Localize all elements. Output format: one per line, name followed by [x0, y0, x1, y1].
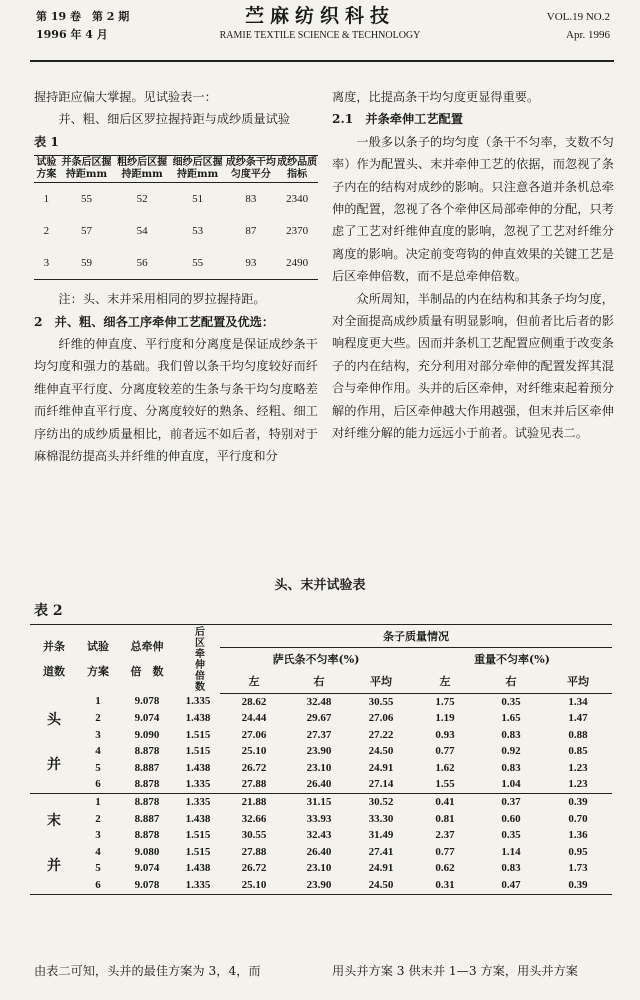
table-cell: 30.55 — [368, 695, 394, 708]
table-row — [30, 844, 612, 861]
table-row — [30, 693, 612, 710]
table-cell: 32.66 — [241, 812, 267, 825]
table-cell: 32.43 — [306, 829, 332, 842]
table-cell: 9.078 — [134, 695, 160, 708]
table-cell: 33.30 — [368, 812, 394, 825]
table-cell: 1.438 — [185, 712, 211, 725]
table-cell: 29.67 — [306, 712, 332, 725]
table-row — [30, 743, 612, 760]
table-row — [34, 247, 318, 280]
table-cell: 4 — [95, 745, 101, 758]
table-cell: 27.88 — [241, 845, 267, 858]
table-cell: 57 — [81, 225, 93, 238]
table1-header: 并条后区握持距mm — [59, 156, 115, 183]
table-row — [30, 760, 612, 777]
table-row — [30, 776, 612, 793]
table-cell: 1.36 — [568, 829, 588, 842]
paragraph: 一般多以条子的均匀度（条干不匀率，支数不匀率）作为配置头、末并牵伸工艺的依据，而忽视了条子内在的结构对成纱的影响。只注意各道并条机总牵伸的配置，忽视了各个牵伸区局部牵伸的分配，只考虑了工艺对纤维伸直度的影响，忽视了工艺对纤维分离度的影响。决定前变弯钩的伸直效果的关键工艺是后区牵伸倍数，而不是总牵伸倍数。 — [332, 134, 614, 284]
table-cell: 2490 — [276, 247, 318, 280]
table-cell: 24.44 — [241, 712, 267, 725]
table-cell: 0.85 — [568, 745, 588, 758]
group-label — [30, 794, 78, 895]
table-cell: 27.06 — [368, 712, 394, 725]
table-cell: 0.92 — [501, 745, 521, 758]
table2-header-right: 右 — [288, 670, 350, 693]
group-label-bottom: 并 — [47, 757, 61, 774]
table-row — [30, 877, 612, 894]
table-row — [34, 183, 318, 216]
table-cell: 9.074 — [134, 862, 160, 875]
table-cell: 2 — [95, 712, 101, 725]
table1-header: 粗纱后区握持距mm — [114, 156, 170, 183]
table-cell: 27.22 — [368, 728, 394, 741]
table-cell: 1.335 — [185, 695, 211, 708]
table-cell: 9.080 — [134, 845, 160, 858]
header-text: 道数 — [43, 665, 65, 678]
table-cell: 26.72 — [241, 761, 267, 774]
paragraph: 离度，比提高条干均匀度更显得重要。 — [332, 90, 540, 104]
table-cell: 0.70 — [568, 812, 588, 825]
table-cell: 0.83 — [501, 761, 521, 774]
table-cell: 25.10 — [220, 877, 288, 894]
table-cell: 1.47 — [568, 712, 588, 725]
table-row — [30, 727, 612, 744]
table-cell: 3 — [34, 247, 59, 280]
group-label-top: 头 — [47, 712, 61, 729]
table-cell: 9.078 — [118, 877, 176, 894]
table-cell: 23.90 — [288, 877, 350, 894]
table-cell: 1.23 — [544, 776, 612, 793]
header-left — [36, 8, 129, 44]
table-cell: 0.41 — [435, 796, 455, 809]
table2 — [30, 624, 612, 895]
volume-issue-cn: 第 19 卷 第 2 期 — [36, 10, 130, 23]
table-cell: 1.04 — [478, 776, 544, 793]
table-cell: 24.50 — [368, 745, 394, 758]
page-header — [0, 0, 640, 64]
table-cell: 3 — [95, 829, 101, 842]
table-cell: 33.93 — [306, 812, 332, 825]
date-en: Apr. 1996 — [566, 29, 610, 41]
table1-header: 细纱后区握持距mm — [170, 156, 226, 183]
table-cell: 27.41 — [368, 845, 394, 858]
table1-title: 并、粗、细后区罗拉握持距与成纱质量试验 — [58, 112, 290, 127]
table-cell: 24.91 — [368, 862, 394, 875]
table-cell: 5 — [95, 862, 101, 875]
table-cell: 0.77 — [435, 745, 455, 758]
table-cell: 27.06 — [241, 728, 267, 741]
header-rule — [30, 60, 614, 62]
right-column — [332, 86, 614, 445]
table-cell: 0.60 — [501, 812, 521, 825]
table2-header-total-draft — [118, 625, 176, 694]
paragraph: 握持距应偏大掌握。见试验表一： — [34, 90, 217, 104]
left-column — [34, 86, 318, 467]
table-cell: 32.48 — [306, 695, 332, 708]
date-cn: 1996 年 4 月 — [36, 28, 108, 41]
table-row — [30, 794, 612, 811]
table-cell: 1.438 — [185, 761, 211, 774]
footer-right: 用头并方案 3 供末并 1—3 方案，用头并方案 — [332, 964, 578, 978]
table2-header-quality: 条子质量情况 — [220, 625, 612, 648]
table-cell: 6 — [78, 877, 118, 894]
table-cell: 0.37 — [501, 796, 521, 809]
table2-header-avg: 平均 — [544, 670, 612, 693]
table2-header-lanes — [30, 625, 78, 694]
table-cell: 23.90 — [306, 745, 332, 758]
header-right — [547, 8, 610, 44]
table2-header-scheme — [78, 625, 118, 694]
table-cell: 30.52 — [368, 796, 394, 809]
table-cell: 0.31 — [412, 877, 478, 894]
table-cell: 0.39 — [568, 796, 588, 809]
table-cell: 2 — [43, 225, 50, 238]
table-cell: 1.335 — [176, 776, 220, 793]
table-cell: 2370 — [286, 225, 309, 238]
table-cell: 2 — [95, 812, 101, 825]
table-cell: 51 — [192, 193, 204, 206]
table2-header-weight: 重量不匀率(%) — [474, 652, 550, 666]
group-label — [30, 693, 78, 794]
table-cell: 0.35 — [501, 695, 521, 708]
table-cell: 1 — [95, 796, 101, 809]
table1-note: 注：头、末并采用相同的罗拉握持距。 — [58, 292, 266, 307]
table-cell: 27.88 — [220, 776, 288, 793]
table-cell: 4 — [95, 845, 101, 858]
table2-header-avg: 平均 — [350, 670, 412, 693]
paragraph: 众所周知，半制品的内在结构和其条子均匀度，对全面提高成纱质量有明显影响，但前者比后者的影响程度更大些。因而并条机工艺配置应侧重于改变条子的内在结构，充分利用对部分牵伸的配置发挥其混合与牵伸作用。头并的后区牵伸，对纤维束起着预分解的作用，后区牵伸越大作用越强，但末并后区牵伸对纤维分解的能力远远小于前者。试验见表二。 — [332, 291, 614, 441]
table-cell: 1.438 — [185, 812, 211, 825]
table-cell: 8.878 — [134, 829, 160, 842]
header-text: 并条 — [43, 640, 65, 653]
journal-title-en: RAMIE TEXTILE SCIENCE & TECHNOLOGY — [219, 30, 421, 41]
table-row — [34, 215, 318, 247]
table-cell: 1.23 — [568, 761, 588, 774]
table-cell: 21.88 — [241, 796, 267, 809]
table-cell: 56 — [114, 247, 170, 280]
table-cell: 1.62 — [435, 761, 455, 774]
table-cell: 0.77 — [435, 845, 455, 858]
table-cell: 26.40 — [288, 776, 350, 793]
table-cell: 54 — [136, 225, 148, 238]
table-cell: 27.37 — [306, 728, 332, 741]
table2-body — [30, 693, 612, 894]
table-cell: 1.14 — [501, 845, 521, 858]
table-cell: 2.37 — [435, 829, 455, 842]
header-text: 试验 — [87, 640, 109, 653]
table-cell: 8.878 — [134, 796, 160, 809]
table-cell: 28.62 — [241, 695, 267, 708]
table-cell: 1.335 — [176, 877, 220, 894]
table-cell: 1.438 — [185, 862, 211, 875]
table-cell: 30.55 — [241, 829, 267, 842]
table-cell: 0.83 — [501, 728, 521, 741]
table1-header: 成纱品质指标 — [276, 156, 318, 183]
table2-header-left: 左 — [220, 670, 288, 693]
table-cell: 26.72 — [241, 862, 267, 875]
table2-header-left: 左 — [412, 670, 478, 693]
table-cell: 0.93 — [435, 728, 455, 741]
header-text: 总牵伸 — [130, 640, 164, 653]
table-cell: 1.65 — [501, 712, 521, 725]
group-label-top: 末 — [47, 813, 61, 830]
section-heading: 2.1 并条牵伸工艺配置 — [332, 112, 463, 127]
table-cell: 0.95 — [568, 845, 588, 858]
table-cell: 93 — [225, 247, 276, 280]
table2-header-sayer: 萨氏条不匀率(%) — [272, 652, 360, 666]
table-row — [30, 710, 612, 727]
table2-title: 头、末并试验表 — [274, 578, 366, 593]
table-cell: 0.83 — [501, 862, 521, 875]
table-row — [30, 827, 612, 844]
table-cell: 1.75 — [435, 695, 455, 708]
table1-header-row — [34, 156, 318, 183]
section-heading: 2 并、粗、细各工序牵伸工艺配置及优选： — [34, 314, 275, 329]
table1 — [34, 155, 318, 280]
header-text: 方案 — [87, 665, 109, 678]
table-cell: 2340 — [286, 193, 309, 206]
footer-left: 由表二可知，头并的最佳方案为 3，4，而 — [34, 964, 261, 978]
table-cell: 8.878 — [134, 745, 160, 758]
table2-header-row — [30, 625, 612, 648]
table-row — [30, 860, 612, 877]
table-cell: 53 — [192, 225, 204, 238]
table-cell: 8.887 — [134, 761, 160, 774]
table-cell: 0.47 — [478, 877, 544, 894]
table-cell: 55 — [170, 247, 226, 280]
table2-header-right: 右 — [478, 670, 544, 693]
header-center — [160, 4, 480, 44]
table-cell: 1.335 — [185, 796, 211, 809]
table-cell: 1.515 — [185, 728, 211, 741]
table-cell: 0.39 — [544, 877, 612, 894]
table-cell: 31.15 — [306, 796, 332, 809]
table-cell: 3 — [95, 728, 101, 741]
table-cell: 55 — [81, 193, 93, 206]
table-cell: 1.19 — [435, 712, 455, 725]
header-text: 倍 数 — [130, 665, 164, 678]
volume-issue-en: VOL.19 NO.2 — [546, 11, 610, 23]
table-cell: 0.81 — [435, 812, 455, 825]
table1-header: 成纱条干均匀度平分 — [225, 156, 276, 183]
table-cell: 24.50 — [350, 877, 412, 894]
table-cell: 23.10 — [306, 761, 332, 774]
table-cell: 83 — [245, 193, 257, 206]
table-cell: 26.40 — [306, 845, 332, 858]
table-cell: 87 — [245, 225, 257, 238]
table-cell: 0.88 — [568, 728, 588, 741]
table-cell: 24.91 — [368, 761, 394, 774]
table-cell: 59 — [59, 247, 115, 280]
table-cell: 0.62 — [435, 862, 455, 875]
table-cell: 8.887 — [134, 812, 160, 825]
table-cell: 1 — [95, 695, 101, 708]
table-cell: 1 — [43, 193, 50, 206]
table-cell: 1.55 — [412, 776, 478, 793]
table-cell: 0.35 — [501, 829, 521, 842]
journal-title-cn: 苎麻纺织科技 — [244, 5, 395, 27]
table-cell: 1.515 — [185, 745, 211, 758]
table-cell: 23.10 — [306, 862, 332, 875]
table-cell: 9.090 — [134, 728, 160, 741]
table-cell: 1.515 — [185, 829, 211, 842]
table-cell: 52 — [136, 193, 148, 206]
table2-header-back-draft: 后区牵伸倍数 — [176, 625, 220, 694]
table-cell: 25.10 — [241, 745, 267, 758]
table-cell: 6 — [78, 776, 118, 793]
table1-header: 试验方案 — [34, 156, 59, 183]
table-cell: 5 — [95, 761, 101, 774]
table-cell: 27.14 — [350, 776, 412, 793]
table-cell: 1.73 — [568, 862, 588, 875]
table1-label: 表 1 — [34, 134, 59, 149]
group-label-bottom: 并 — [47, 857, 61, 874]
table-row — [30, 811, 612, 828]
table-cell: 1.34 — [568, 695, 588, 708]
table-cell: 9.074 — [134, 712, 160, 725]
table2-label: 表 2 — [34, 603, 63, 619]
table-cell: 8.878 — [118, 776, 176, 793]
paragraph: 纤维的伸直度、平行度和分离度是保证成纱条干均匀度和强力的基础。我们曾以条干均匀度较好而纤维伸直平行度、分离度较差的生条与条干均匀度略差而纤维伸直平行度、分离度较好的熟条、经粗、细工序纺出的成纱质量相比，前者远不如后者，特别对于麻棉混纺提高头并纤维的伸直度，平行度和分 — [34, 337, 318, 464]
table-cell: 1.515 — [185, 845, 211, 858]
table-cell: 31.49 — [368, 829, 394, 842]
